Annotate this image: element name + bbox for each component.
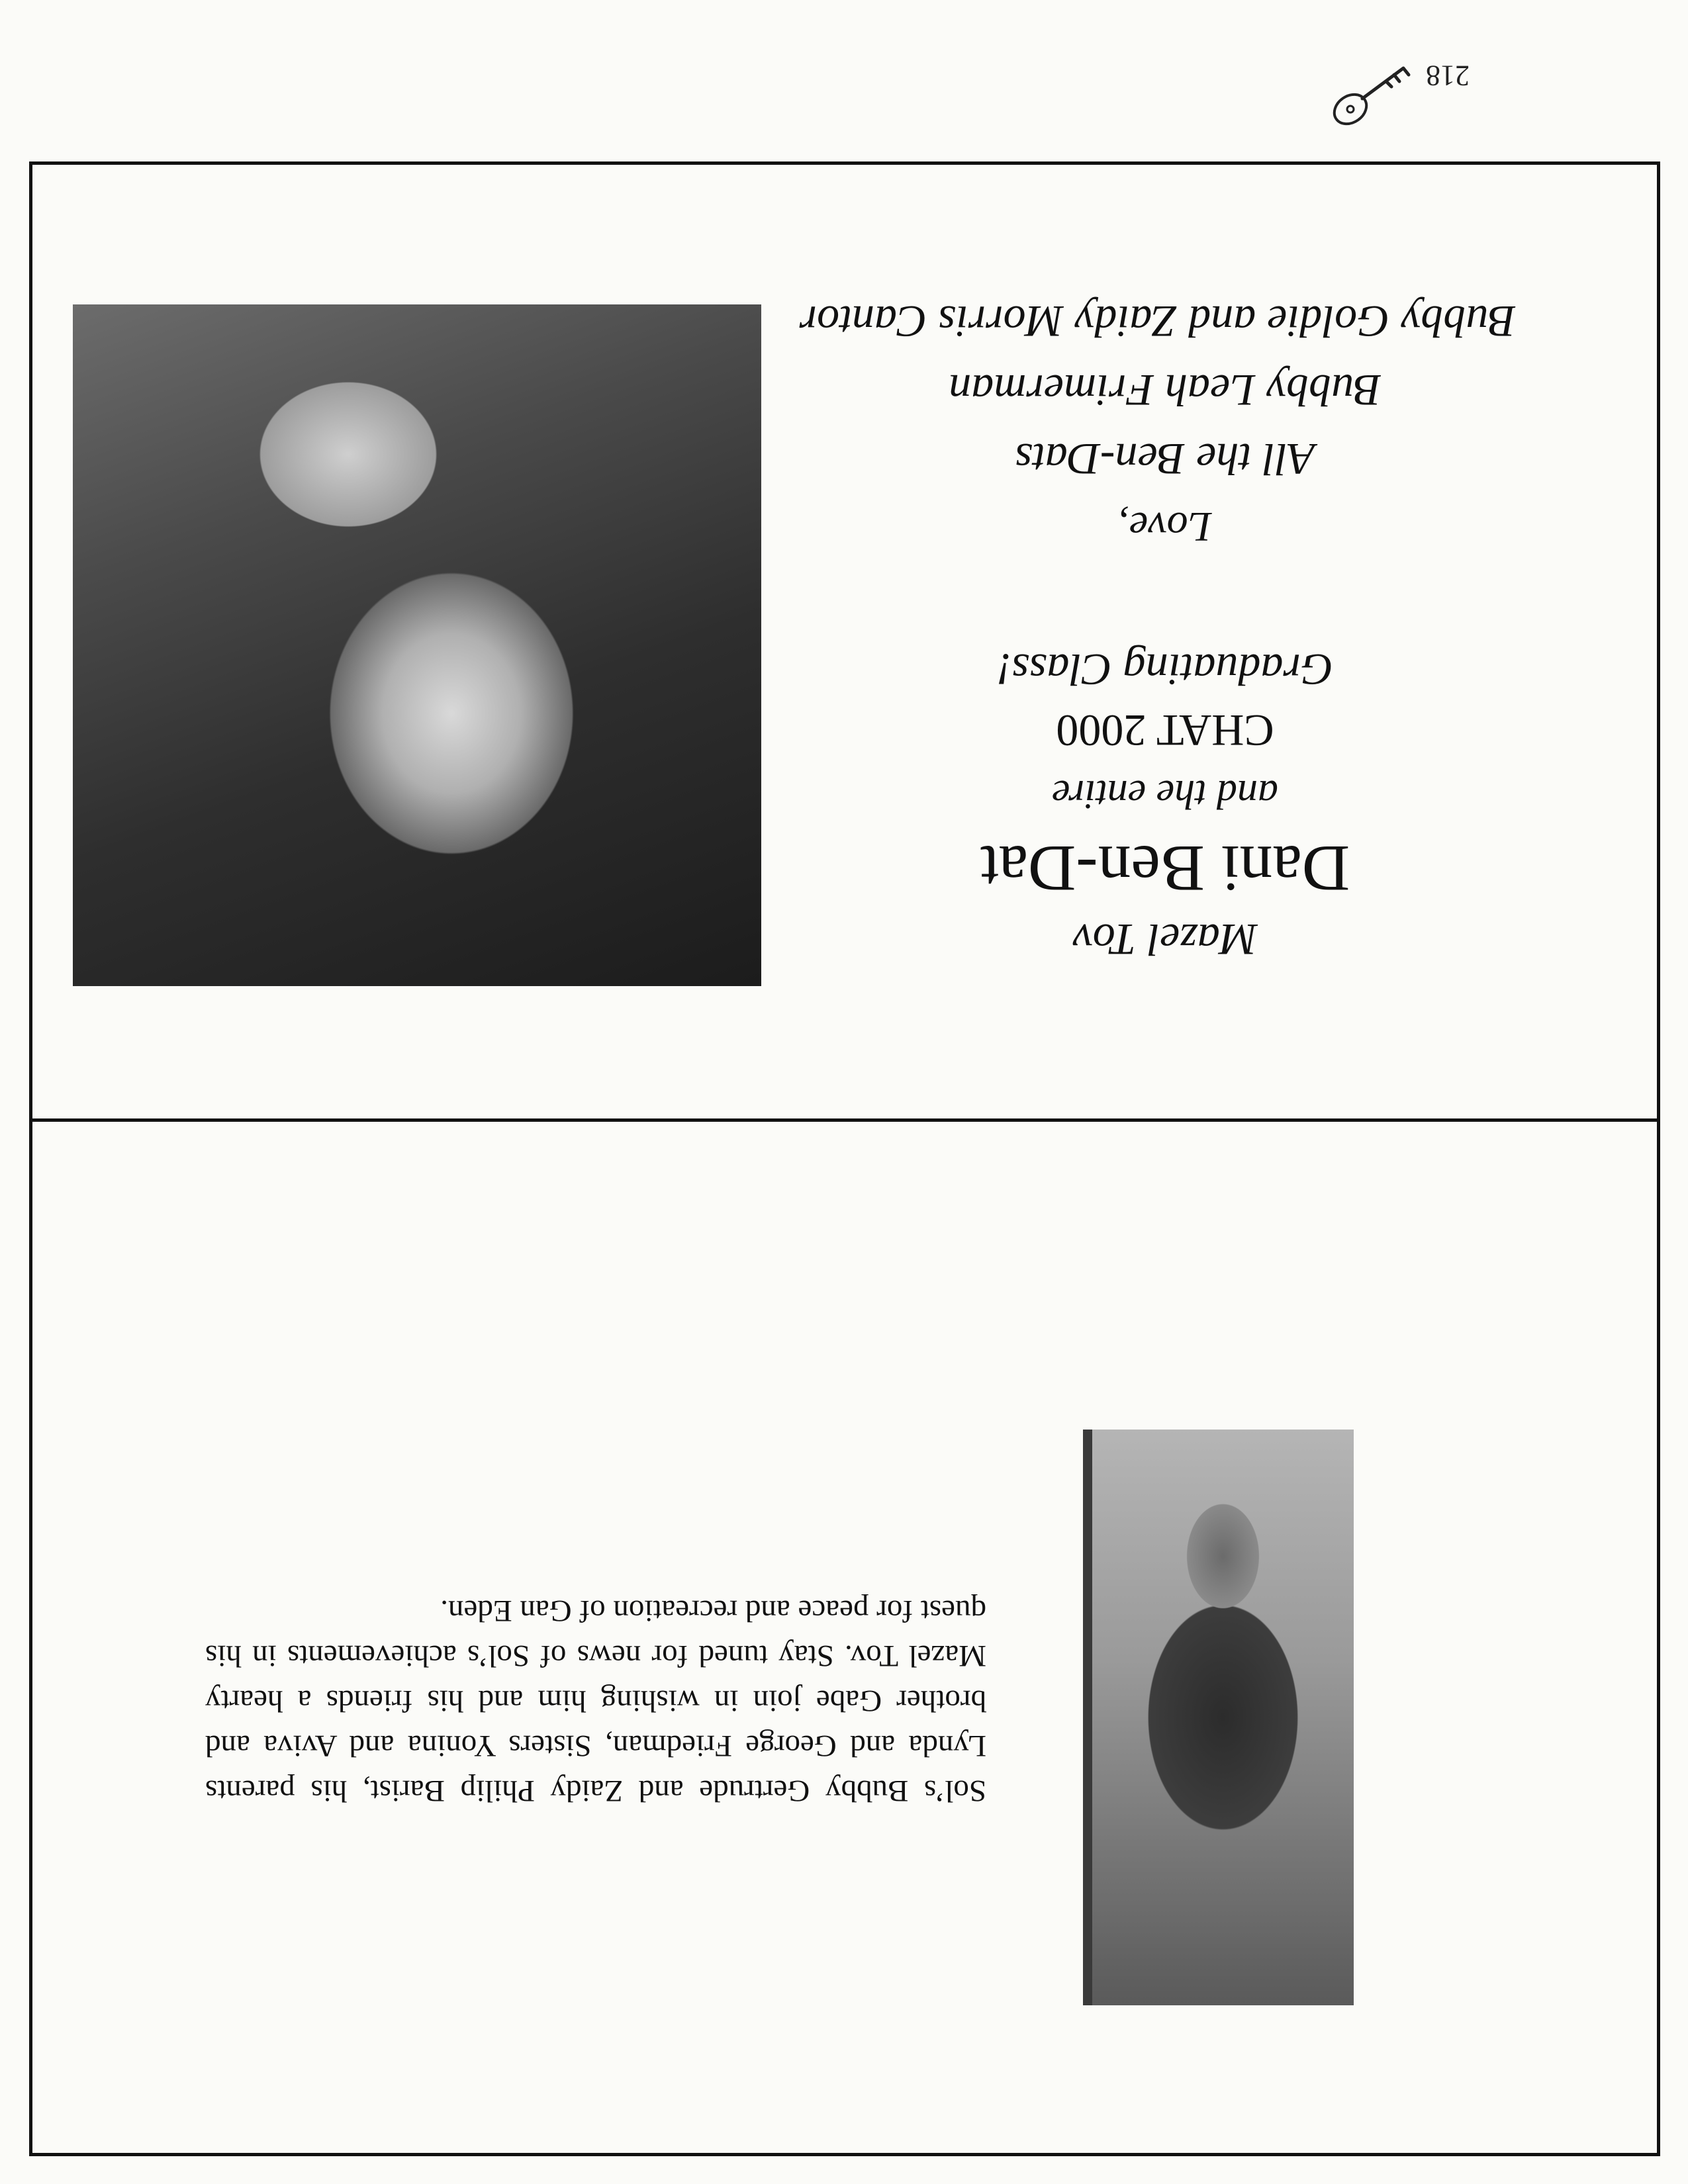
school-name: CHAT 2000	[1056, 705, 1274, 756]
graduating-class-text: Graduating Class!	[996, 645, 1334, 695]
key-icon	[1331, 56, 1423, 129]
sol-photo	[1083, 1430, 1354, 2005]
dani-photo	[73, 304, 761, 986]
signature-line: Bubby Goldie and Zaidy Morris Cantor	[799, 296, 1516, 347]
love-closing: Love,	[1118, 504, 1212, 551]
signature-line: All the Ben-Dats	[1015, 434, 1315, 484]
mazel-tov-heading: Mazel Tov	[1072, 915, 1258, 965]
sol-paragraph: Sol’s Bubby Gertrude and Zaidy Philip Barist, his parents Lynda and George Friedman, Sisters Yonina and Aviva and brother Gabe join in wishing him and his friends a hearty Mazel Tov. Stay tuned for news of Sol’s achievements in his quest for peace and recreation of Gan Eden.	[205, 1594, 986, 1808]
and-entire-text: and the entire	[1051, 772, 1279, 817]
sol-notice	[205, 1588, 986, 1813]
honoree-name: Dani Ben-Dat	[980, 832, 1350, 905]
signature-line: Bubby Leah Frimerman	[949, 365, 1382, 416]
dani-notice	[799, 287, 1516, 970]
panel-divider	[29, 1118, 1660, 1122]
page-number: 218	[1426, 60, 1470, 92]
